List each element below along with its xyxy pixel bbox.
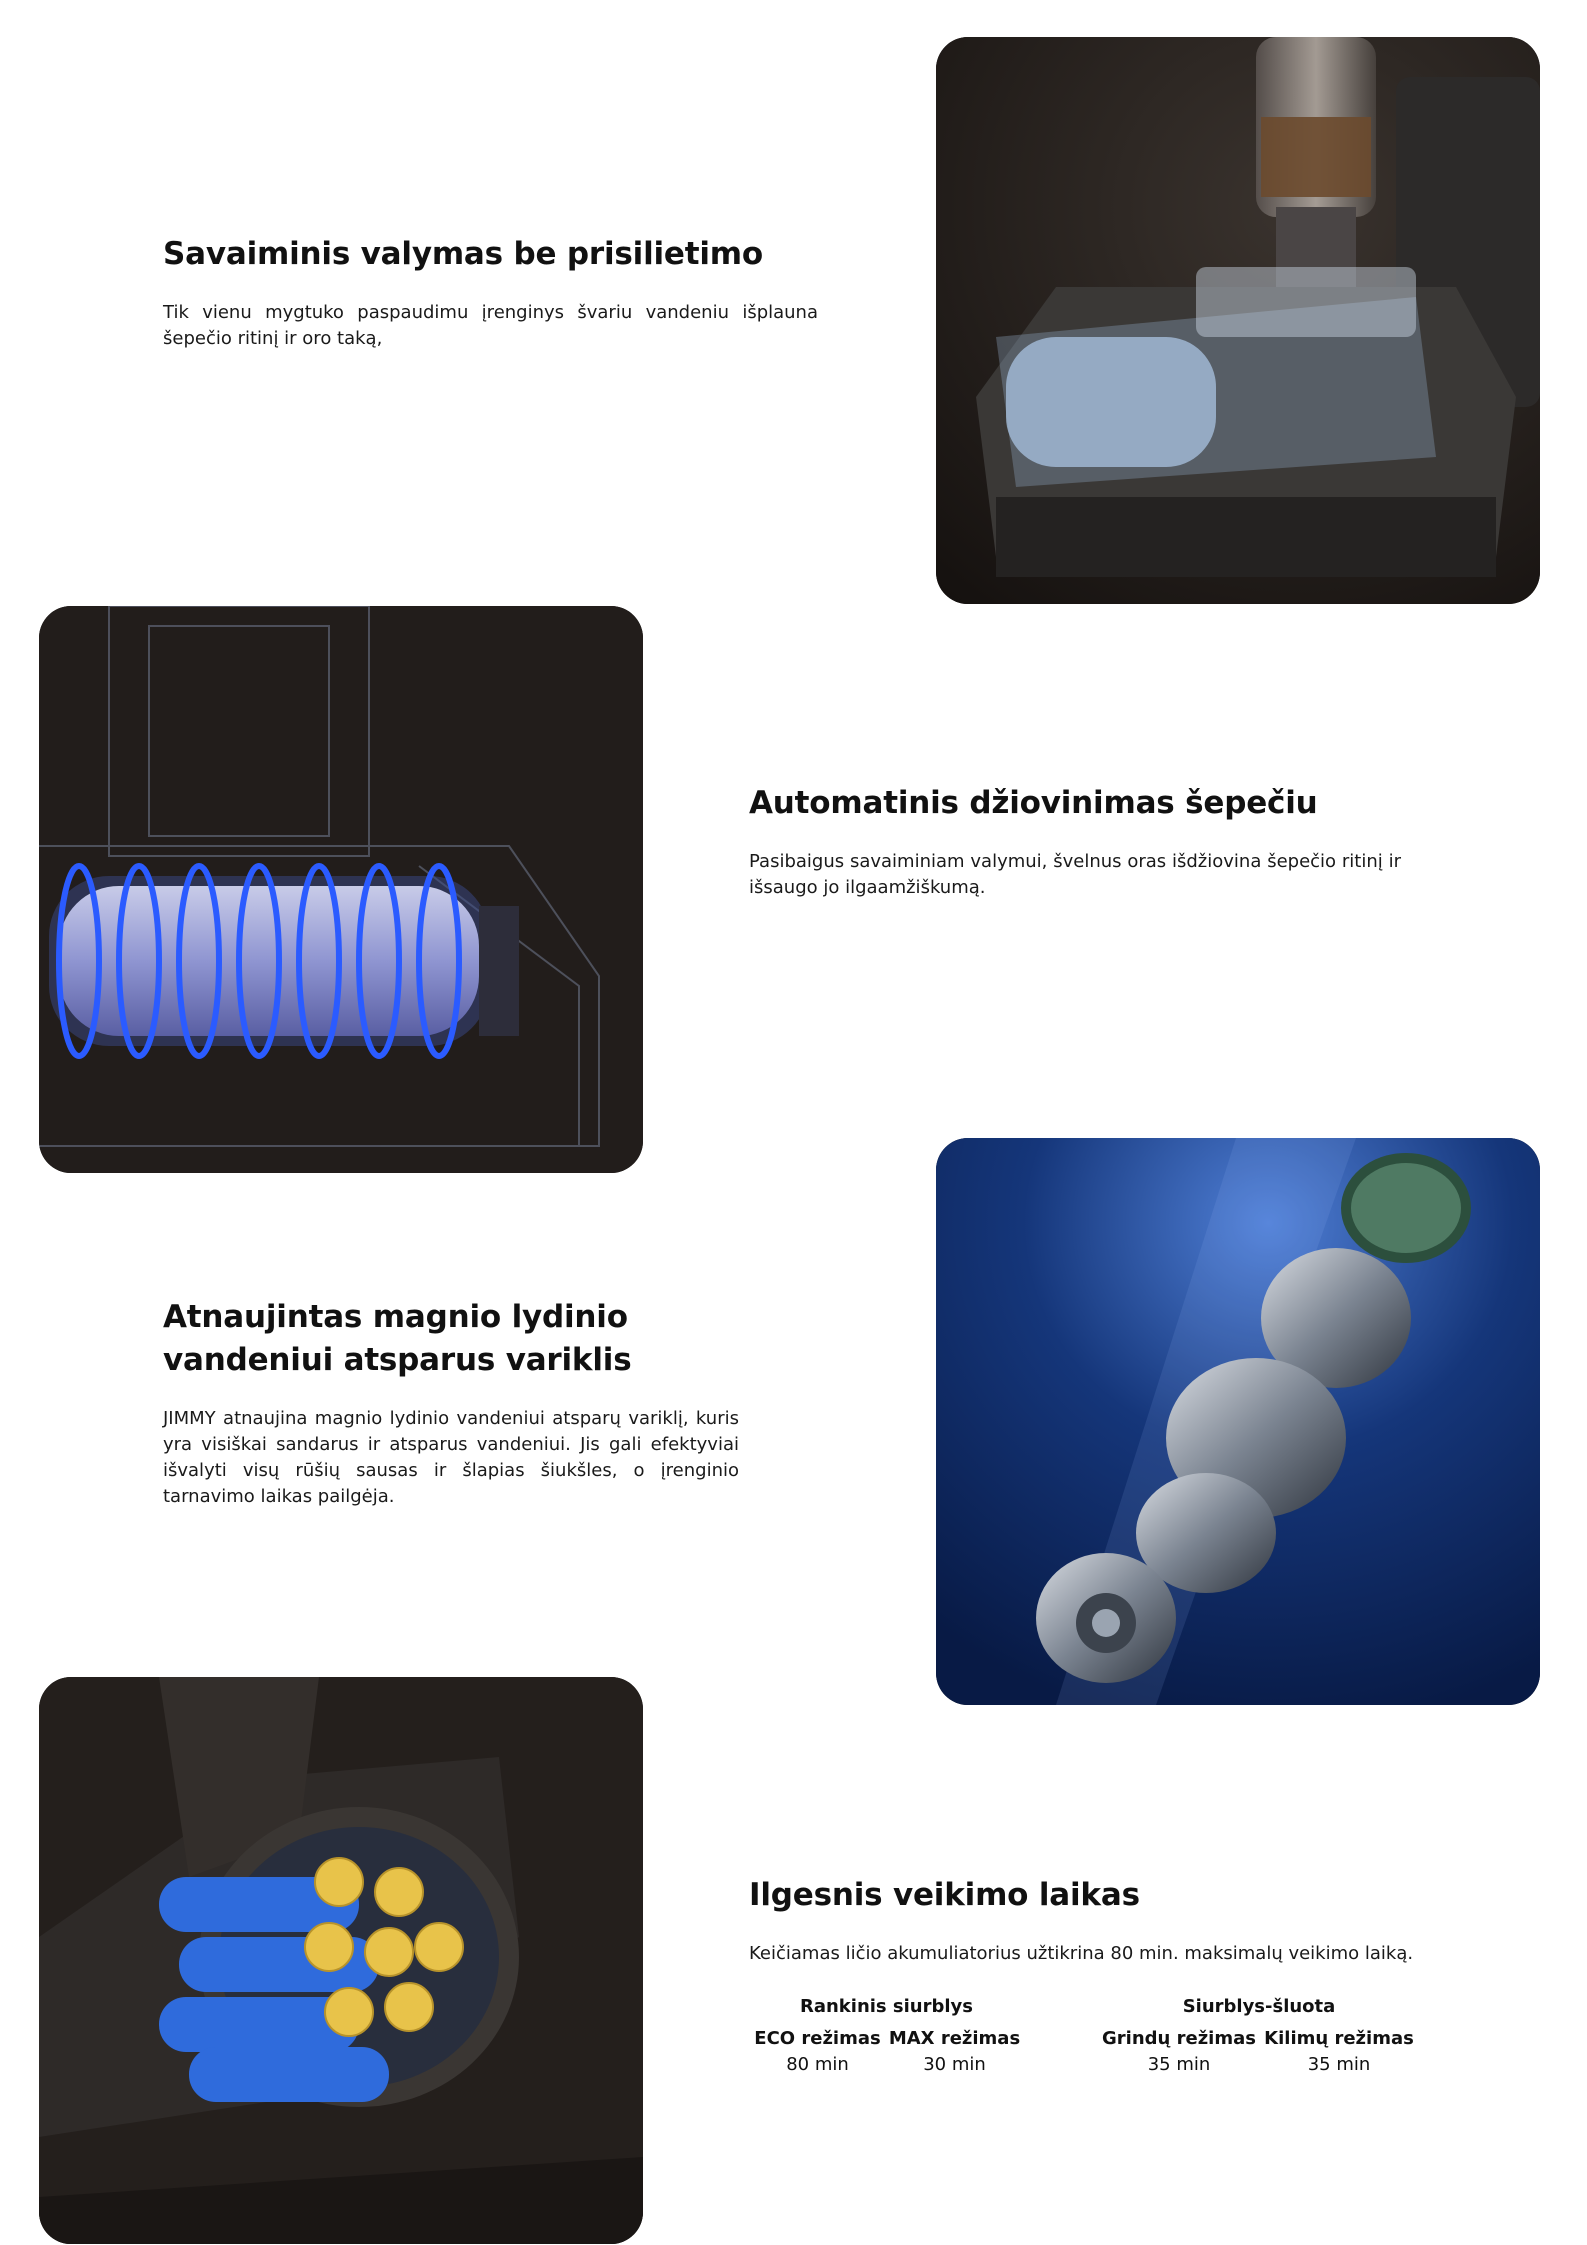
runtime-mode-max xyxy=(886,2026,1023,2078)
mode-label: ECO režimas xyxy=(754,2028,881,2049)
battery-pack-image xyxy=(39,1677,643,2244)
runtime-group-stick xyxy=(1099,1994,1419,2078)
runtime-mode-floor xyxy=(1099,2026,1259,2078)
mode-time: 35 min xyxy=(1307,2054,1371,2075)
runtime-group-handheld xyxy=(749,1994,1024,2078)
mode-label: Grindų režimas xyxy=(1102,2028,1256,2049)
section-title: Savaiminis valymas be prisilietimo xyxy=(163,236,764,272)
section-title: Atnaujintas magnio lydinio vandeniui atsparus variklis xyxy=(163,1299,632,1378)
section-title: Automatinis džiovinimas šepečiu xyxy=(749,785,1318,821)
runtime-group-title: Siurblys-šluota xyxy=(1182,1996,1336,2017)
section-title: Ilgesnis veikimo laikas xyxy=(749,1877,1140,1913)
runtime-mode-eco xyxy=(749,2026,886,2078)
section-self-cleaning xyxy=(163,233,818,352)
mode-label: MAX režimas xyxy=(888,2028,1021,2049)
self-cleaning-station-image xyxy=(936,37,1540,604)
motor-exploded-view-image xyxy=(936,1138,1540,1705)
section-motor xyxy=(163,1296,739,1510)
section-text: JIMMY atnaujina magnio lydinio vandeniui atsparų variklį, kuris yra visiškai sandarus ir atsparus vandeniui. Jis gali efektyviai išvalyti visų rūšių sausas ir šlapias šiukšles, o įrenginio tarnavimo laikas pailgėja. xyxy=(163,1408,739,1507)
section-text: Keičiamas ličio akumuliatorius užtikrina 80 min. maksimalų veikimo laiką. xyxy=(749,1943,1414,1964)
mode-time: 30 min xyxy=(923,2054,986,2075)
section-text: Tik vienu mygtuko paspaudimu įrenginys švariu vandeniu išplauna šepečio ritinį ir oro taką, xyxy=(163,302,818,349)
brush-roll-drying-image xyxy=(39,606,643,1173)
section-text: Pasibaigus savaiminiam valymui, švelnus oras išdžiovina šepečio ritinį ir išsaugo jo ilgaamžiškumą. xyxy=(749,851,1401,898)
section-brush-drying xyxy=(749,782,1401,901)
mode-label: Kilimų režimas xyxy=(1264,2028,1414,2049)
mode-time: 80 min xyxy=(786,2054,849,2075)
runtime-mode-carpet xyxy=(1259,2026,1419,2078)
runtime-group-title: Rankinis siurblys xyxy=(799,1996,973,2017)
mode-time: 35 min xyxy=(1147,2054,1211,2075)
section-runtime xyxy=(749,1874,1469,1967)
